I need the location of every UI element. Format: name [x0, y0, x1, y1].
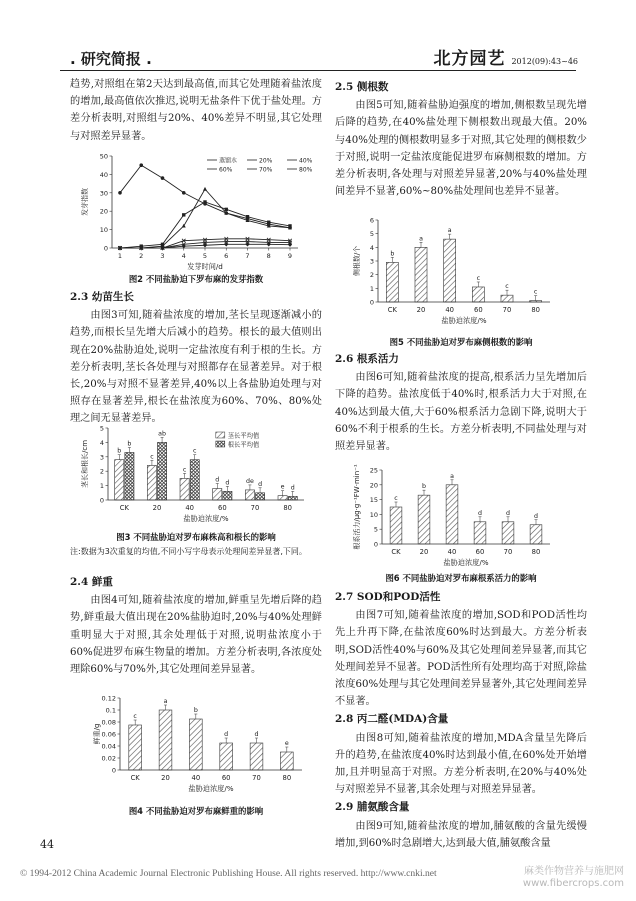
significance-label: d	[290, 484, 295, 492]
bar	[390, 507, 402, 544]
data-point	[225, 208, 228, 211]
y-tick-label: 2	[369, 271, 374, 280]
y-tick-label: 0.1	[105, 706, 116, 715]
x-axis-label: 盐胁迫浓度/%	[441, 316, 487, 325]
significance-label: a	[419, 235, 423, 243]
significance-label: c	[193, 447, 197, 455]
x-tick-label: 60	[218, 504, 227, 512]
y-tick-label: 5	[373, 525, 378, 534]
significance-label: e	[284, 740, 289, 747]
bar	[446, 485, 458, 544]
journal-title: 北方园艺	[433, 49, 506, 69]
section-2-6	[335, 350, 587, 455]
significance-label: d	[534, 512, 538, 520]
paragraph: 由图4可知,随着盐浓度的增加,鲜重呈先增后降的趋势,鲜重最大值出现在20%盐胁迫时,20%与40%处理鲜重明显大于对照,其余处理低于对照,说明盐浓度小于60%促进罗布麻生物量的增加。方差分析表明,各浓度处理除60%与70%外,其它处理间差异显著。	[70, 595, 322, 676]
x-tick-label: 3	[160, 252, 165, 260]
figure-4-fresh-weight-bar-chart	[90, 688, 310, 796]
bar	[129, 725, 142, 770]
x-tick-label: 60	[221, 774, 231, 782]
data-point	[203, 187, 207, 191]
significance-label: de	[245, 477, 254, 485]
significance-label: c	[505, 283, 509, 291]
journal-issue: 2012(09):43~46	[511, 57, 578, 66]
watermark: 麻类作物营养与施肥网 www.fibercrops.com	[522, 866, 624, 889]
y-tick-label: 0.06	[101, 730, 116, 739]
bar	[444, 239, 456, 302]
y-tick-label: 0.12	[101, 694, 116, 703]
y-axis-label: 茎长和根长/cm	[81, 439, 89, 489]
y-tick-label: 0.08	[101, 718, 116, 727]
bar-root	[223, 491, 232, 500]
y-tick-label: 40	[99, 170, 108, 179]
figure-3-note: 注:数据为3次重复的均值,不同小写字母表示处理间差异显著,下同。	[70, 547, 307, 556]
section-title: 2.5 侧根数	[335, 81, 389, 93]
page-number: 44	[40, 838, 54, 851]
x-tick-label: 2	[139, 252, 144, 260]
x-tick-label: 6	[224, 252, 229, 260]
x-tick-label: 40	[185, 504, 194, 512]
significance-label: b	[193, 707, 198, 714]
data-point	[118, 191, 122, 195]
figure-2-caption: 图2 不同盐胁迫下罗布麻的发芽指数	[128, 274, 264, 284]
bar-root	[288, 496, 297, 500]
y-tick-label: 10	[99, 226, 108, 235]
bar	[280, 752, 293, 770]
significance-label: c	[182, 466, 187, 474]
significance-label: b	[117, 447, 122, 455]
section-2-5	[335, 78, 587, 200]
y-tick-label: 0.04	[101, 742, 116, 751]
paragraph: 由图3可知,随着盐浓度的增加,茎长呈现逐渐减小的趋势,而根长呈先增大后减小的趋势。根长的最大值则出现在20%盐胁迫处,说明一定盐浓度有利于根的生长。方差分析表明,茎长各处理与对照都存在显著差异。对于根长,20%与对照不显著差异,40%以上各盐胁迫处理与对照存在显著差异,根长在盐浓度为60%、70%、80%处理之间无显著差异。	[70, 310, 322, 425]
section-title: 2.3 幼苗生长	[70, 291, 134, 303]
significance-label: c	[150, 453, 154, 461]
y-tick-label: 1	[369, 284, 374, 293]
bar-root	[125, 452, 134, 500]
bar	[502, 522, 514, 544]
y-tick-label: 30	[99, 189, 108, 198]
bar-root	[158, 442, 167, 500]
y-axis-label: 发芽指数	[81, 188, 89, 216]
data-point	[161, 176, 165, 180]
x-tick-label: CK	[387, 306, 397, 314]
x-tick-label: 80	[531, 306, 540, 314]
y-tick-label: 0	[369, 298, 374, 307]
y-tick-label: 20	[99, 207, 108, 216]
figure-4-caption: 图4 不同盐胁迫对罗布麻鲜重的影响	[128, 806, 264, 816]
data-point	[267, 221, 270, 224]
data-point	[203, 200, 206, 203]
x-tick-label: 80	[282, 774, 292, 782]
x-tick-label: 70	[250, 504, 260, 512]
sections-2-7-to-2-9	[335, 588, 587, 852]
paragraph: 由图8可知,随着盐浓度的增加,MDA含量呈先降后升的趋势,在盐浓度40%时达到最小值,在60%处开始增加,且并明显高于对照。方差分析表明,在20%与40%处与对照差异不显著,其余处理与对照差异显著。	[335, 732, 587, 796]
section-tag: . 研究简报 .	[70, 50, 152, 68]
y-tick-label: 1	[99, 482, 104, 491]
x-tick-label: 20	[161, 774, 170, 782]
data-point	[182, 191, 186, 195]
x-tick-label: 20	[152, 504, 162, 512]
y-tick-label: 0	[111, 766, 116, 775]
x-tick-label: 9	[287, 252, 293, 260]
legend-label: 40%	[299, 157, 313, 165]
y-tick-label: 50	[99, 152, 108, 161]
section-title: 2.8 丙二醛(MDA)含量	[335, 713, 449, 726]
y-tick-label: 4	[369, 243, 374, 252]
significance-label: d	[254, 731, 259, 738]
significance-label: c	[394, 495, 398, 502]
bar	[386, 262, 398, 302]
x-tick-label: 70	[503, 548, 513, 556]
bar-root	[256, 493, 265, 500]
legend-label: 蒸馏水	[219, 157, 238, 165]
y-tick-label: 4	[99, 438, 104, 447]
x-tick-label: 5	[202, 252, 208, 260]
figure-6-root-activity-bar-chart	[350, 460, 560, 570]
x-tick-label: 80	[283, 504, 292, 512]
significance-label: ab	[158, 430, 167, 438]
y-tick-label: 6	[369, 216, 374, 225]
left-intro	[70, 76, 322, 145]
y-tick-label: 20	[369, 481, 378, 490]
header-rule	[60, 70, 576, 71]
x-tick-label: 70	[252, 774, 261, 782]
x-tick-label: 7	[245, 252, 250, 260]
section-title: 2.7 SOD和POD活性	[335, 591, 441, 603]
legend-label: 茎长平均值	[227, 432, 260, 440]
x-tick-label: 8	[266, 252, 271, 260]
legend-label: 60%	[219, 166, 233, 174]
y-tick-label: 3	[369, 257, 374, 266]
section-title: 2.9 脯氨酸含量	[335, 801, 410, 814]
bar-stem	[245, 490, 254, 500]
bar	[220, 743, 233, 770]
paragraph: 由图5可知,随着盐胁迫强度的增加,侧根数呈现先增后降的趋势,在40%盐处理下侧根数出现最大值。20%与40%处理的侧根数明显多于对照,其它处理的侧根数少于对照,说明一定盐浓度能促进罗布麻侧根数的增加。方差分析表明,各处理与对照差异显著,20%与40%盐处理间差异不显著,60%~80%盐处理间也差异不显著。	[335, 100, 587, 198]
significance-label: d	[506, 509, 510, 517]
x-tick-label: 20	[416, 306, 426, 314]
significance-label: d	[224, 731, 229, 738]
paragraph: 趋势,对照组在第2天达到最高值,而其它处理随着盐浓度的增加,最高值依次推迟,说明无盐条件下优于盐处理。方差分析表明,对照组与20%、40%差异不明显,其它处理与对照差异显著。	[70, 79, 322, 142]
y-tick-label: 5	[99, 424, 104, 433]
significance-label: e	[280, 483, 285, 491]
x-tick-label: 80	[531, 548, 541, 556]
figure-3-caption: 图3 不同盐胁迫对罗布麻株高和根长的影响	[116, 532, 276, 542]
series-line-1	[120, 165, 290, 228]
significance-label: a	[447, 227, 452, 235]
bar	[415, 247, 427, 302]
x-tick-label: CK	[391, 548, 401, 556]
significance-label: d	[215, 476, 220, 484]
figure-5-lateral-root-bar-chart	[350, 210, 560, 328]
x-tick-label: 20	[419, 548, 429, 556]
data-point	[288, 242, 292, 246]
y-tick-label: 10	[369, 510, 378, 519]
x-tick-label: 40	[445, 306, 454, 314]
x-axis-label: 盐胁迫浓度/%	[183, 514, 229, 523]
x-tick-label: CK	[119, 504, 129, 512]
x-tick-label: 40	[191, 774, 201, 782]
figure-3-stem-root-bar-chart	[78, 418, 312, 528]
bar	[530, 301, 542, 302]
section-2-4	[70, 573, 322, 678]
journal-header	[433, 44, 578, 69]
figure-5-caption: 图5 不同盐胁迫对罗布麻侧根数的影响	[389, 337, 533, 347]
x-tick-label: 60	[474, 306, 483, 314]
significance-label: d	[258, 480, 263, 488]
x-axis-label: 盐胁迫浓度/%	[443, 558, 489, 567]
paragraph: 由图6可知,随着盐浓度的提高,根系活力呈先增加后下降的趋势。盐浓度低于40%时,根系活力大于对照,在40%达到最大值,大于60%根系活力急剧下降,说明大于60%不利于根系的生长。方差分析表明,不同盐处理与对照差异显著。	[335, 372, 587, 453]
bar	[530, 525, 542, 544]
bar-root	[190, 460, 199, 500]
bar	[250, 743, 263, 770]
figure-6-caption: 图6 不同盐胁迫对罗布麻根系活力的影响	[385, 573, 537, 583]
bar	[501, 295, 513, 302]
bar-stem	[213, 488, 222, 500]
legend-swatch	[216, 432, 225, 438]
x-tick-label: 1	[117, 252, 123, 260]
bar-stem	[180, 478, 189, 500]
significance-label: c	[476, 274, 481, 282]
bar	[189, 719, 202, 770]
section-title: 2.4 鲜重	[70, 576, 113, 588]
legend-label: 70%	[259, 166, 273, 174]
x-tick-label: 70	[502, 306, 512, 314]
y-tick-label: 15	[369, 496, 378, 505]
x-tick-label: 4	[181, 252, 186, 260]
legend-label: 根长平均值	[227, 441, 260, 449]
bar	[159, 710, 172, 770]
section-title: 2.6 根系活力	[335, 353, 399, 365]
y-tick-label: 2	[99, 467, 104, 476]
x-tick-label: CK	[130, 774, 140, 782]
y-tick-label: 25	[369, 466, 378, 475]
x-tick-label: 40	[447, 548, 457, 556]
bar-stem	[115, 460, 124, 500]
y-axis-label: 根系活力/μg·g⁻¹FW·min⁻¹	[353, 464, 361, 550]
data-point	[246, 215, 249, 218]
copyright-footer: © 1994-2012 China Academic Journal Electronic Publishing House. All rights reserved. http://www.cnki.net	[20, 868, 437, 879]
significance-label: c	[533, 288, 538, 296]
data-point	[139, 163, 143, 167]
y-axis-label: 鲜重/g	[93, 723, 101, 745]
y-tick-label: 0	[99, 496, 104, 505]
section-2-3	[70, 288, 322, 428]
figure-2-germination-line-chart	[78, 150, 313, 272]
bar-stem	[278, 496, 287, 500]
data-point	[182, 213, 185, 216]
bar	[472, 287, 484, 302]
significance-label: d	[478, 509, 482, 517]
bar-stem	[147, 465, 156, 500]
legend-swatch	[216, 441, 225, 447]
x-tick-label: 60	[475, 548, 485, 556]
bar	[418, 495, 430, 544]
y-tick-label: 5	[369, 230, 374, 239]
bar	[474, 522, 486, 544]
y-tick-label: 0	[373, 540, 378, 549]
significance-label: a	[450, 472, 454, 480]
significance-label: b	[127, 440, 132, 448]
y-tick-label: 0.02	[101, 754, 116, 763]
x-axis-label: 发芽时间/d	[187, 262, 223, 271]
legend-label: 80%	[299, 166, 313, 174]
y-tick-label: 3	[99, 453, 104, 462]
significance-label: c	[133, 713, 137, 720]
paragraph: 由图7可知,随着盐浓度的增加,SOD和POD活性均先上升再下降,在盐浓度60%时达到最大。方差分析表明,SOD活性40%与60%及其它处理间差异显著,而其它处理间差异不显著。POD活性所有处理均高于对照,除盐浓度60%处理与其它处理间差异显著外,其它处理间差异不显著。	[335, 610, 587, 708]
x-axis-label: 盐胁迫浓度/%	[188, 784, 234, 793]
significance-label: d	[225, 479, 230, 487]
significance-label: b	[390, 250, 395, 258]
y-axis-label: 侧根数/个	[353, 245, 361, 277]
significance-label: b	[422, 483, 426, 491]
paragraph: 由图9可知,随着盐浓度的增加,脯氨酸的含量先缓慢增加,到60%时急剧增大,达到最大值,脯氨酸含量	[335, 820, 587, 849]
significance-label: a	[163, 698, 168, 705]
legend-label: 20%	[259, 157, 273, 165]
y-tick-label: 0	[103, 244, 108, 253]
